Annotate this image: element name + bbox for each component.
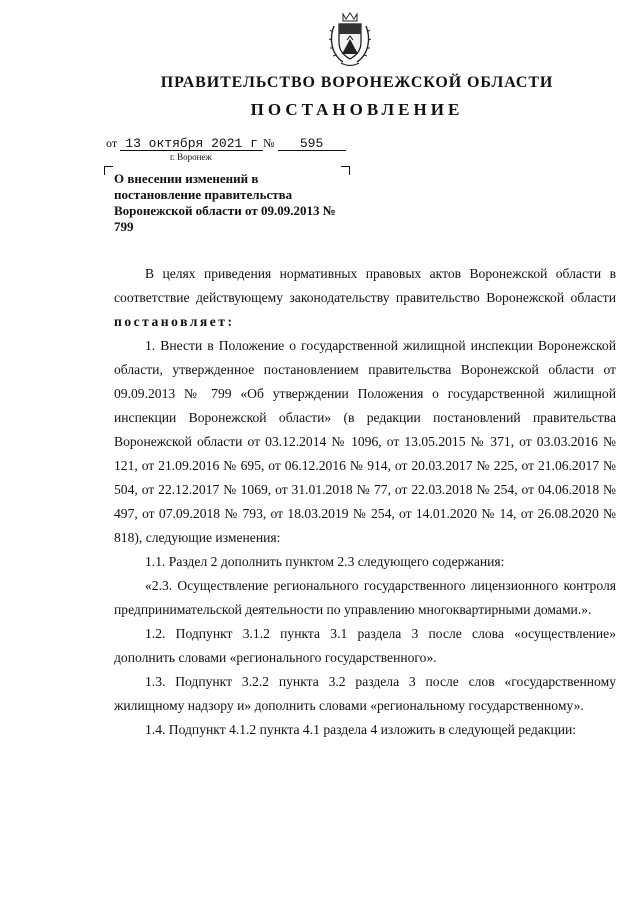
paragraph-1-3: 1.3. Подпункт 3.2.2 пункта 3.2 раздела 3 после слов «государственному жилищному надзору и» дополнить словами «региональному государственному». — [114, 674, 616, 713]
document-subject: О внесении изменений в постановление правительства Воронежской области от 09.09.2013 № 799 — [114, 171, 336, 234]
paragraph-1: 1. Внести в Положение о государственной жилищной инспекции Воронежской области, утвержденное постановлением правительства Воронежской области от 09.09.2013 № 799 «Об утверждении Положения о государственной жилищной инспекции Воронежской области» (в редакции постановлений правительства Воронежской области от 03.12.2014 № 1096, от 13.05.2015 № 371, от 03.03.2016 № 121, от 21.09.2016 № 695, от 06.12.2016 № 914, от 20.03.2017 № 225, от 21.06.2017 № 504, от 22.12.2017 № 1069, от 31.01.2018 № 77, от 22.03.2018 № 254, от 04.06.2018 № 497, от 07.09.2018 № 793, от 18.03.2019 № 254, от 14.01.2020 № 14, от 26.08.2020 № 818), следующие изменения: — [114, 338, 616, 545]
document-number: 595 — [278, 137, 346, 151]
organization-name: ПРАВИТЕЛЬСТВО ВОРОНЕЖСКОЙ ОБЛАСТИ — [160, 74, 554, 91]
date-number-line — [106, 136, 346, 151]
document-date: 13 октября 2021 г — [120, 137, 263, 151]
subject-bracket-left — [104, 166, 113, 175]
resolves-word: постановляет: — [114, 314, 235, 329]
city-label: г. Воронеж — [170, 152, 212, 162]
document-body — [114, 262, 616, 742]
paragraph-1-4: 1.4. Подпункт 4.1.2 пункта 4.1 раздела 4 изложить в следующей редакции: — [145, 722, 577, 737]
paragraph-1-1: 1.1. Раздел 2 дополнить пунктом 2.3 следующего содержания: — [145, 554, 505, 569]
document-type: ПОСТАНОВЛЕНИЕ — [250, 100, 464, 119]
coat-of-arms-icon — [327, 10, 373, 68]
intro-text: В целях приведения нормативных правовых актов Воронежской области в соответствие действующему законодательству правительство Воронежской области — [114, 266, 616, 305]
paragraph-1-2: 1.2. Подпункт 3.1.2 пункта 3.1 раздела 3 после слова «осуществление» дополнить словами «регионального государственного». — [114, 626, 616, 665]
intro-paragraph — [114, 262, 616, 334]
paragraph-1-1-quote: «2.3. Осуществление регионального государственного лицензионного контроля предпринимательской деятельности по управлению многоквартирными домами.». — [114, 578, 616, 617]
date-prefix: от — [106, 136, 118, 150]
number-prefix: № — [263, 136, 275, 150]
